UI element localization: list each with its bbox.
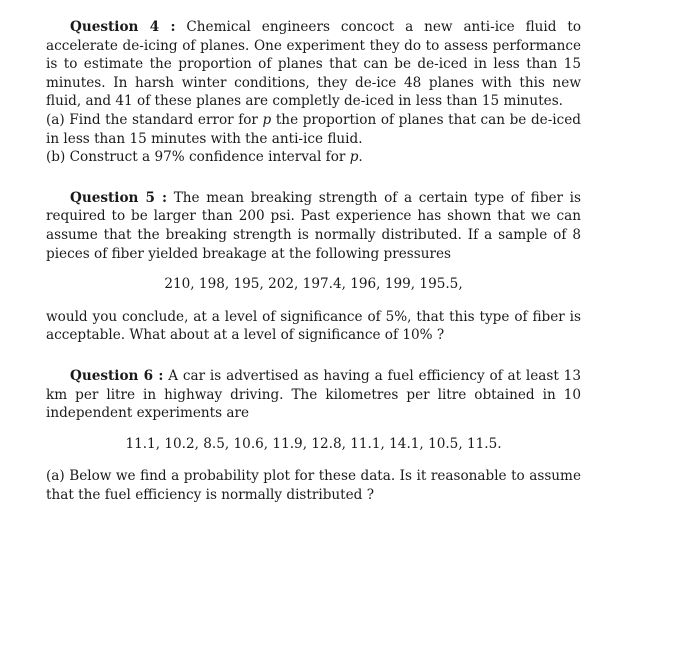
question-6 (46, 367, 581, 505)
spacer (46, 167, 581, 189)
question-4-part-a-text-end: the proportion of planes that can be de-iced in less than 15 minutes with the anti-ice fluid. (46, 111, 582, 147)
question-4-part-b-text-end: . (358, 149, 363, 166)
question-4-heading: Question 4 : (70, 19, 176, 35)
question-5-heading: Question 5 : (70, 189, 168, 206)
question-6-data-line: 11.1, 10.2, 8.5, 10.6, 11.9, 12.8, 11.1, 14.1, 10.5, 11.5. (125, 435, 502, 452)
question-4-part-a (46, 111, 581, 148)
question-5-followup: would you conclude, at a level of significance of 5%, that this type of fiber is acceptable. What about at a level of significance of 10% ? (46, 308, 581, 344)
question-4-part-a-text-start: (a) Find the standard error for (46, 111, 263, 128)
question-6-heading: Question 6 : (70, 367, 164, 384)
question-4-part-b-text-start: (b) Construct a 97% confidence interval for (46, 149, 350, 166)
question-6-part-a: (a) Below we find a probability plot for these data. Is it reasonable to assume that the fuel efficiency is normally distributed ? (46, 468, 581, 503)
question-4-part-a-variable: p (262, 111, 272, 128)
document-page (46, 18, 581, 504)
question-5-text: The mean breaking strength of a certain type of fiber is required to be larger than 200 psi. Past experience has shown that we can assume that the breaking strength is normally distributed. If a sample of 8 pieces of fiber yielded breakage at the following pressures (46, 189, 581, 262)
question-5-data-line: 210, 198, 195, 202, 197.4, 196, 199, 195.5, (164, 276, 463, 293)
question-4-text: Chemical engineers concoct a new anti-ice fluid to accelerate de-icing of planes. One experiment they do to assess performance is to estimate the proportion of planes that can be de-iced in less than 15 minutes. In harsh winter conditions, they de-ice 48 planes with this new fluid, and 41 of these planes are completly de-iced in less than 15 minutes. (46, 19, 581, 110)
question-4-part-b (46, 148, 581, 167)
question-6-text: A car is advertised as having a fuel efficiency of at least 13 km per litre in highway driving. The kilometres per litre obtained in 10 independent experiments are (46, 367, 581, 422)
question-6-statement (46, 367, 581, 423)
question-5 (46, 189, 581, 345)
question-4-part-b-variable: p (349, 149, 359, 166)
spacer (46, 345, 581, 367)
question-5-statement (46, 189, 581, 263)
question-4 (46, 18, 581, 167)
question-4-statement (46, 18, 581, 111)
